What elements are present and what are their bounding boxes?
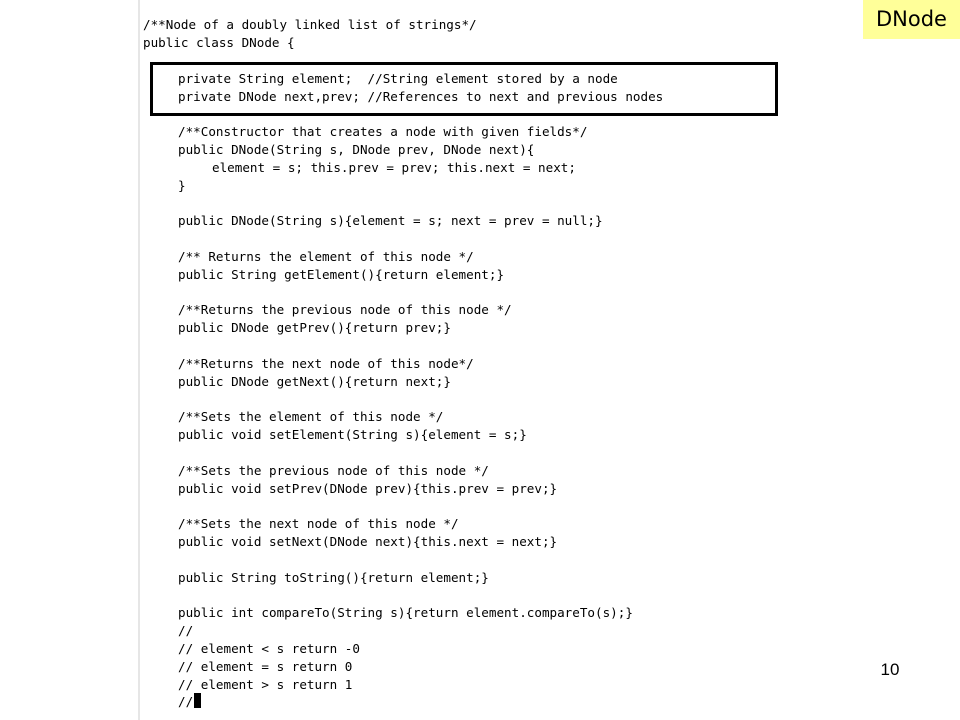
- code-line-text: //: [178, 694, 194, 709]
- code-line: /**Constructor that creates a node with given fields*/: [178, 124, 588, 139]
- code-line: /**Sets the element of this node */: [178, 409, 444, 424]
- code-line: /** Returns the element of this node */: [178, 249, 474, 264]
- code-line: public DNode(String s, DNode prev, DNode next){: [178, 142, 535, 157]
- code-line: // element > s return 1: [178, 677, 353, 692]
- page-number: 10: [880, 660, 900, 679]
- code-line: element = s; this.prev = prev; this.next = next;: [212, 160, 576, 175]
- code-line: public int compareTo(String s){return element.compareTo(s);}: [178, 605, 633, 620]
- code-line: /**Sets the next node of this node */: [178, 516, 459, 531]
- code-line: private DNode next,prev; //References to next and previous nodes: [178, 89, 664, 104]
- code-line: public void setNext(DNode next){this.next = next;}: [178, 534, 558, 549]
- code-line: //: [178, 623, 194, 638]
- code-line: public String toString(){return element;}: [178, 570, 489, 585]
- code-line: /**Sets the previous node of this node */: [178, 463, 489, 478]
- slide-title-badge: DNode: [863, 0, 960, 39]
- text-cursor: [194, 693, 201, 708]
- code-line: /**Node of a doubly linked list of strings*/: [143, 17, 477, 32]
- code-line: /**Returns the next node of this node*/: [178, 356, 474, 371]
- code-line: // element < s return -0: [178, 641, 360, 656]
- code-line: }: [178, 178, 186, 193]
- code-line: public void setPrev(DNode prev){this.prev = prev;}: [178, 481, 558, 496]
- code-line: // element = s return 0: [178, 659, 353, 674]
- code-line: public DNode(String s){element = s; next = prev = null;}: [178, 213, 603, 228]
- code-line: public void setElement(String s){element = s;}: [178, 427, 527, 442]
- code-line: public DNode getPrev(){return prev;}: [178, 320, 451, 335]
- code-line: public String getElement(){return element;}: [178, 267, 505, 282]
- code-line: private String element; //String element stored by a node: [178, 71, 618, 86]
- code-line: /**Returns the previous node of this node */: [178, 302, 512, 317]
- last-code-line[interactable]: [178, 693, 201, 711]
- code-line: public class DNode {: [143, 35, 295, 50]
- code-line: public DNode getNext(){return next;}: [178, 374, 451, 389]
